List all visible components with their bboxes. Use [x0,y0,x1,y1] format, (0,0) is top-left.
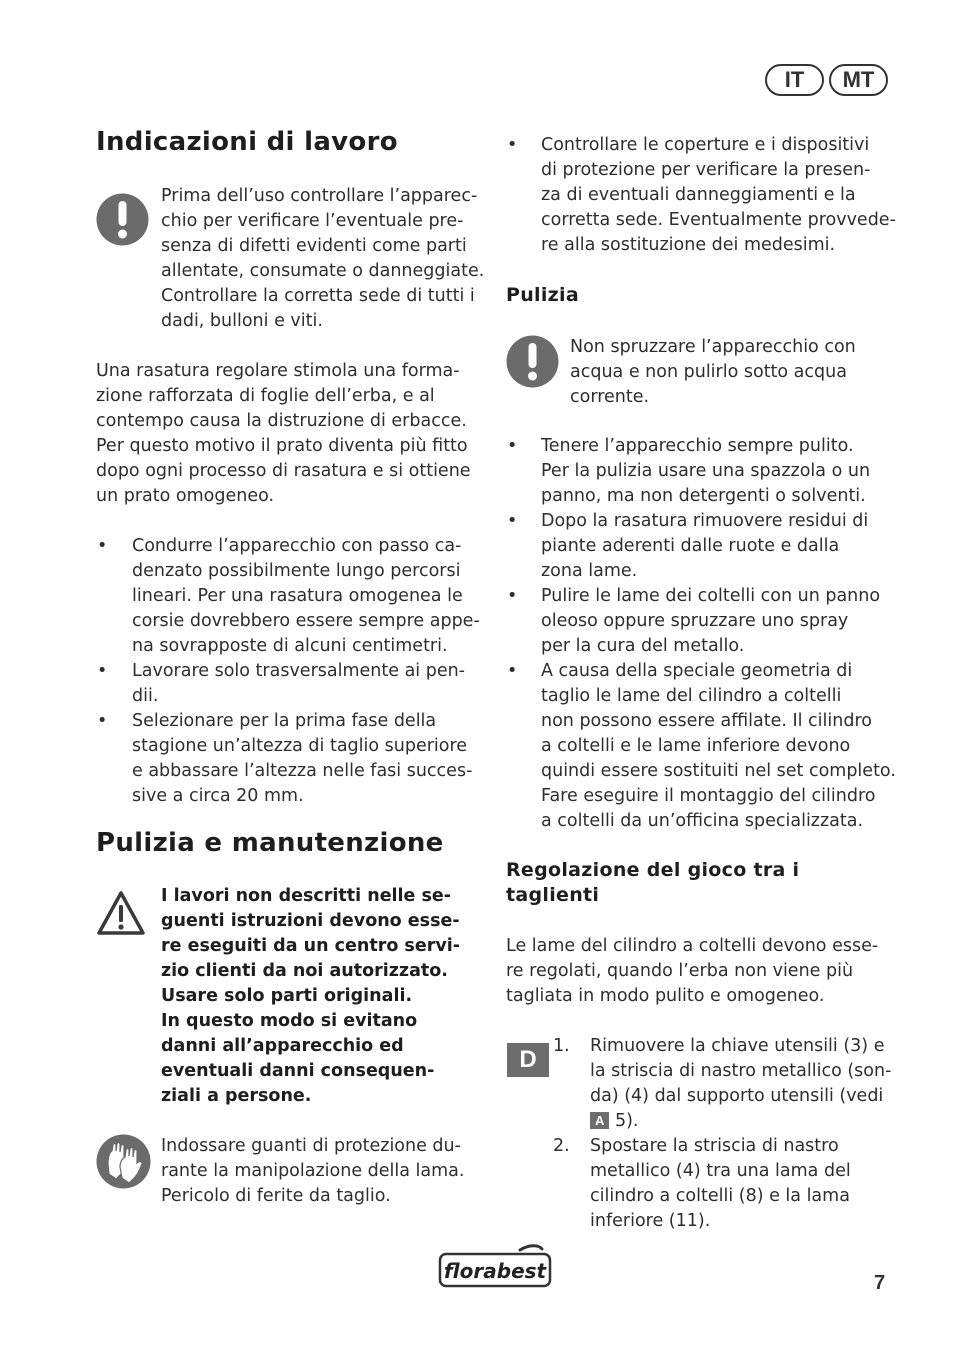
step-text: Rimuovere la chiave utensili (3) e la striscia di nastro metallico (son- da) (4) dal supporto utensili (vedi A 5). [590,1036,892,1131]
warning-text-water: Non spruzzare l’apparecchio con acqua e non pulirlo sotto acqua corrente. [570,337,856,407]
list-item: Controllare le coperture e i dispositivi di protezione per verificare la presen- za di eventuali danneggiamenti e la corretta sede. Eventualmente provvede- re alla sostituzione dei medesimi. [541,135,896,255]
bullet-marker: • [507,511,518,531]
bullet-marker: • [97,536,108,556]
heading-blade-gap: Regolazione del gioco tra i taglienti [506,859,800,906]
paragraph-blade-gap: Le lame del cilindro a coltelli devono esse- re regolati, quando l’erba non viene più tagliata in modo pulito e omogeneo. [506,936,879,1006]
list-item: Lavorare solo trasversalmente ai pen- dii. [132,661,465,706]
warning-text-inspection: Prima dell’uso controllare l’apparec- chio per verificare l’eventuale pre- senza di difetti evidenti come parti allentate, consumate o danneggiate. Controllare la corretta sede di tutti i dadi, bulloni e viti. [161,186,485,331]
bullet-marker: • [507,135,518,155]
language-badge-it: IT [765,64,824,96]
figure-badge-inline: A [590,1112,609,1129]
list-item: Selezionare per la prima fase della stagione un’altezza di taglio superiore e abbassare l’altezza nelle fasi succes- sive a circa 20 mm. [132,711,473,806]
paragraph-mowing: Una rasatura regolare stimola una forma- zione rafforzata di foglie dell’erba, e al contempo causa la distruzione di erbacce. Per questo motivo il prato diventa più fitto dopo ogni processo di rasatura e si ottiene un prato omogeneo. [96,361,471,506]
bullet-marker: • [97,661,108,681]
list-item: Condurre l’apparecchio con passo ca- denzato possibilmente lungo percorsi lineari. Per una rasatura omogenea le corsie dovrebbero essere sempre appe- na sovrapposte di alcuni centimetri. [132,536,480,656]
florabest-logo [438,1244,552,1290]
list-item: Tenere l’apparecchio sempre pulito. Per la pulizia usare una spazzola o un panno, ma non detergenti o solventi. [541,436,871,506]
heading-cleaning-maintenance: Pulizia e manutenzione [96,828,444,858]
list-item: A causa della speciale geometria di taglio le lame del cilindro a coltelli non possono essere affilate. Il cilindro a coltelli e le lame inferiore devono quindi essere sostituiti nel set completo. Fare eseguire il montaggio del cilindro a coltelli da un’officina specializzata. [541,661,896,831]
svg-text:florabest: florabest [443,1259,547,1283]
language-badge-mt: MT [829,64,888,96]
heading-cleaning: Pulizia [506,284,579,306]
gloves-icon [96,1134,151,1189]
warning-text-service: I lavori non descritti nelle se- guenti istruzioni devono esse- re eseguiti da un centro servi- zio clienti da noi autorizzato. Usare solo parti originali. In questo modo si evitano danni all’apparecchio ed eventuali danni consequen- ziali a persone. [161,886,461,1106]
figure-reference-badge: D [507,1043,549,1077]
bullet-marker: • [507,586,518,606]
exclamation-icon [96,193,149,246]
heading-work-instructions: Indicazioni di lavoro [96,127,398,157]
list-item: Pulire le lame dei coltelli con un panno oleoso oppure spruzzare uno spray per la cura del metallo. [541,586,881,656]
bullet-marker: • [507,661,518,681]
step-number: 1. [553,1036,570,1056]
warning-triangle-icon [96,890,146,936]
step-text: Spostare la striscia di nastro metallico (4) tra una lama del cilindro a coltelli (8) e la lama inferiore (11). [590,1136,851,1231]
page-number: 7 [874,1272,886,1294]
bullet-marker: • [507,436,518,456]
step-number: 2. [553,1136,570,1156]
gloves-text: Indossare guanti di protezione du- rante la manipolazione della lama. Pericolo di ferite da taglio. [161,1136,465,1206]
bullet-marker: • [97,711,108,731]
list-item: Dopo la rasatura rimuovere residui di piante aderenti dalle ruote e dalla zona lame. [541,511,869,581]
exclamation-icon [506,335,559,388]
